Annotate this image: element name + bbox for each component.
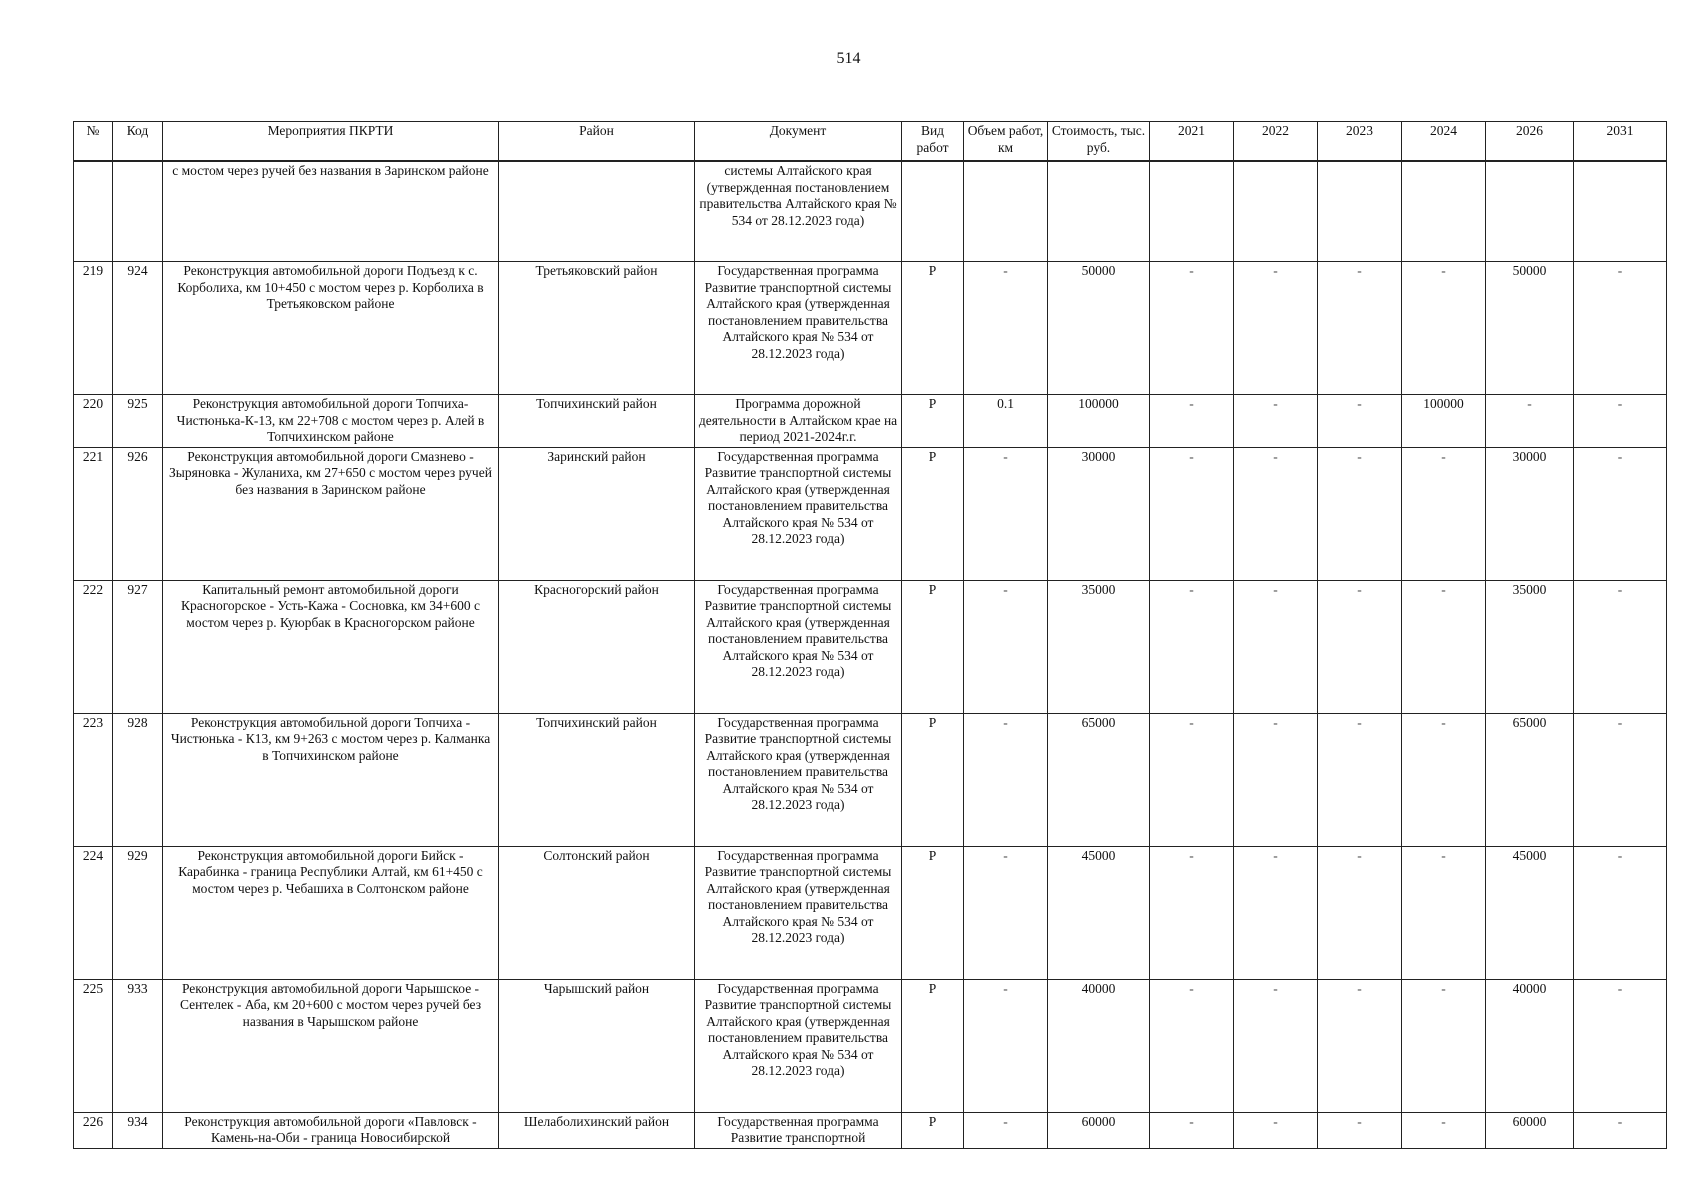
cell-district: Красногорский район [499, 580, 695, 713]
cell-2026 [1486, 161, 1574, 262]
cell-2023: - [1318, 395, 1402, 448]
header-document: Документ [695, 122, 902, 162]
cell-cost: 100000 [1048, 395, 1150, 448]
cell-event: Реконструкция автомобильной дороги Бийск - Карабинка - граница Республики Алтай, км 61+450 с мостом через р. Чебашиха в Солтонском районе [163, 846, 499, 979]
table-row [74, 846, 1667, 979]
header-2031: 2031 [1574, 122, 1667, 162]
cell-document: Государственная программа Развитие транспортной системы Алтайского края (утвержденная постановлением правительства Алтайского края № 534 от 28.12.2023 года) [695, 979, 902, 1112]
table-row-continuation [74, 161, 1667, 262]
cell-district: Третьяковский район [499, 262, 695, 395]
cell-2026: 35000 [1486, 580, 1574, 713]
cell-cost [1048, 161, 1150, 262]
cell-event: Реконструкция автомобильной дороги Топчиха-Чистюнька-К-13, км 22+708 с мостом через р. Алей в Топчихинском районе [163, 395, 499, 448]
cell-volume [964, 161, 1048, 262]
cell-2022: - [1234, 713, 1318, 846]
cell-2022: - [1234, 262, 1318, 395]
header-row [74, 122, 1667, 162]
cell-district [499, 161, 695, 262]
cell-event: Реконструкция автомобильной дороги Подъезд к с. Корболиха, км 10+450 с мостом через р. Корболиха в Третьяковском районе [163, 262, 499, 395]
header-2023: 2023 [1318, 122, 1402, 162]
cell-2022: - [1234, 1112, 1318, 1148]
cell-document: Государственная программа Развитие транспортной системы Алтайского края (утвержденная постановлением правительства Алтайского края № 534 от 28.12.2023 года) [695, 262, 902, 395]
cell-event: Капитальный ремонт автомобильной дороги Красногорское - Усть-Кажа - Сосновка, км 34+600 с мостом через р. Куюрбак в Красногорском районе [163, 580, 499, 713]
cell-num: 220 [74, 395, 113, 448]
cell-code: 926 [113, 447, 163, 580]
cell-2021: - [1150, 447, 1234, 580]
cell-cost: 30000 [1048, 447, 1150, 580]
cell-volume: - [964, 846, 1048, 979]
cell-district: Шелаболихинский район [499, 1112, 695, 1148]
cell-volume: - [964, 262, 1048, 395]
cell-2024: - [1402, 846, 1486, 979]
cell-2021: - [1150, 395, 1234, 448]
cell-2021: - [1150, 979, 1234, 1112]
cell-code: 933 [113, 979, 163, 1112]
cell-2031: - [1574, 395, 1667, 448]
cell-2026: 40000 [1486, 979, 1574, 1112]
cell-code: 929 [113, 846, 163, 979]
cell-2022: - [1234, 447, 1318, 580]
cell-2024 [1402, 161, 1486, 262]
cell-work-type: Р [902, 395, 964, 448]
header-2021: 2021 [1150, 122, 1234, 162]
cell-2023: - [1318, 713, 1402, 846]
cell-code: 928 [113, 713, 163, 846]
cell-2023: - [1318, 580, 1402, 713]
cell-2022: - [1234, 979, 1318, 1112]
cell-district: Топчихинский район [499, 395, 695, 448]
cell-2024: 100000 [1402, 395, 1486, 448]
cell-2023 [1318, 161, 1402, 262]
program-table [73, 121, 1667, 1149]
cell-cost: 50000 [1048, 262, 1150, 395]
cell-num: 226 [74, 1112, 113, 1148]
cell-2023: - [1318, 447, 1402, 580]
header-district: Район [499, 122, 695, 162]
cell-2022: - [1234, 846, 1318, 979]
cell-2031: - [1574, 713, 1667, 846]
cell-num: 223 [74, 713, 113, 846]
cell-cost: 45000 [1048, 846, 1150, 979]
cell-code: 934 [113, 1112, 163, 1148]
cell-2022: - [1234, 395, 1318, 448]
cell-district: Чарышский район [499, 979, 695, 1112]
header-work-type: Вид работ [902, 122, 964, 162]
cell-2031: - [1574, 846, 1667, 979]
cell-2024: - [1402, 580, 1486, 713]
cell-2026: 45000 [1486, 846, 1574, 979]
header-event: Мероприятия ПКРТИ [163, 122, 499, 162]
header-num: № [74, 122, 113, 162]
cell-2022: - [1234, 580, 1318, 713]
cell-cost: 40000 [1048, 979, 1150, 1112]
cell-work-type [902, 161, 964, 262]
cell-event: Реконструкция автомобильной дороги Топчиха - Чистюнька - К13, км 9+263 с мостом через р. Калманка в Топчихинском районе [163, 713, 499, 846]
cell-2031 [1574, 161, 1667, 262]
cell-cost: 60000 [1048, 1112, 1150, 1148]
cell-num: 221 [74, 447, 113, 580]
cell-volume: - [964, 713, 1048, 846]
cell-code: 927 [113, 580, 163, 713]
cell-work-type: Р [902, 846, 964, 979]
cell-2026: 65000 [1486, 713, 1574, 846]
cell-2021: - [1150, 846, 1234, 979]
cell-document: Государственная программа Развитие транспортной системы Алтайского края (утвержденная постановлением правительства Алтайского края № 534 от 28.12.2023 года) [695, 447, 902, 580]
cell-2026: 50000 [1486, 262, 1574, 395]
cell-document: Государственная программа Развитие транспортной системы Алтайского края (утвержденная постановлением правительства Алтайского края № 534 от 28.12.2023 года) [695, 580, 902, 713]
cell-work-type: Р [902, 1112, 964, 1148]
cell-district: Заринский район [499, 447, 695, 580]
cell-cost: 65000 [1048, 713, 1150, 846]
cell-cost: 35000 [1048, 580, 1150, 713]
cell-num: 225 [74, 979, 113, 1112]
table-row [74, 262, 1667, 395]
cell-2026: - [1486, 395, 1574, 448]
cell-2021: - [1150, 713, 1234, 846]
table-row [74, 395, 1667, 448]
cell-2031: - [1574, 262, 1667, 395]
cell-2031: - [1574, 447, 1667, 580]
cell-2031: - [1574, 580, 1667, 713]
cell-2026: 30000 [1486, 447, 1574, 580]
cell-document: Государственная программа Развитие транспортной системы Алтайского края (утвержденная постановлением правительства Алтайского края № 534 от 28.12.2023 года) [695, 846, 902, 979]
table-row [74, 1112, 1667, 1148]
cell-2024: - [1402, 262, 1486, 395]
table-row [74, 580, 1667, 713]
cell-2023: - [1318, 979, 1402, 1112]
cell-work-type: Р [902, 447, 964, 580]
cell-work-type: Р [902, 580, 964, 713]
cell-num: 219 [74, 262, 113, 395]
table-row [74, 447, 1667, 580]
cell-work-type: Р [902, 979, 964, 1112]
cell-num: 222 [74, 580, 113, 713]
cell-2021: - [1150, 580, 1234, 713]
cell-code: 924 [113, 262, 163, 395]
page-number: 514 [836, 50, 861, 67]
cell-event: Реконструкция автомобильной дороги Смазнево - Зыряновка - Жуланиха, км 27+650 с мостом через ручей без названия в Заринском районе [163, 447, 499, 580]
cell-district: Солтонский район [499, 846, 695, 979]
cell-event: с мостом через ручей без названия в Заринском районе [163, 161, 499, 262]
header-2026: 2026 [1486, 122, 1574, 162]
cell-2023: - [1318, 1112, 1402, 1148]
cell-2024: - [1402, 713, 1486, 846]
header-2024: 2024 [1402, 122, 1486, 162]
cell-volume: 0.1 [964, 395, 1048, 448]
cell-2024: - [1402, 1112, 1486, 1148]
header-2022: 2022 [1234, 122, 1318, 162]
cell-volume: - [964, 979, 1048, 1112]
cell-event: Реконструкция автомобильной дороги «Павловск - Камень-на-Оби - граница Новосибирской [163, 1112, 499, 1148]
cell-document: системы Алтайского края (утвержденная постановлением правительства Алтайского края № 534 от 28.12.2023 года) [695, 161, 902, 262]
cell-volume: - [964, 580, 1048, 713]
cell-work-type: Р [902, 713, 964, 846]
cell-2031: - [1574, 979, 1667, 1112]
cell-2021: - [1150, 262, 1234, 395]
cell-document: Государственная программа Развитие транспортной [695, 1112, 902, 1148]
cell-num [74, 161, 113, 262]
cell-volume: - [964, 1112, 1048, 1148]
cell-2031: - [1574, 1112, 1667, 1148]
cell-code: 925 [113, 395, 163, 448]
cell-district: Топчихинский район [499, 713, 695, 846]
cell-work-type: Р [902, 262, 964, 395]
cell-2023: - [1318, 846, 1402, 979]
cell-document: Государственная программа Развитие транспортной системы Алтайского края (утвержденная постановлением правительства Алтайского края № 534 от 28.12.2023 года) [695, 713, 902, 846]
cell-2026: 60000 [1486, 1112, 1574, 1148]
cell-event: Реконструкция автомобильной дороги Чарышское - Сентелек - Аба, км 20+600 с мостом через ручей без названия в Чарышском районе [163, 979, 499, 1112]
cell-document: Программа дорожной деятельности в Алтайском крае на период 2021-2024г.г. [695, 395, 902, 448]
table-row [74, 713, 1667, 846]
header-cost: Стоимость, тыс. руб. [1048, 122, 1150, 162]
cell-2024: - [1402, 447, 1486, 580]
cell-2024: - [1402, 979, 1486, 1112]
cell-num: 224 [74, 846, 113, 979]
header-code: Код [113, 122, 163, 162]
cell-volume: - [964, 447, 1048, 580]
header-volume: Объем работ, км [964, 122, 1048, 162]
cell-2021 [1150, 161, 1234, 262]
cell-2022 [1234, 161, 1318, 262]
cell-code [113, 161, 163, 262]
cell-2023: - [1318, 262, 1402, 395]
cell-2021: - [1150, 1112, 1234, 1148]
table-row [74, 979, 1667, 1112]
